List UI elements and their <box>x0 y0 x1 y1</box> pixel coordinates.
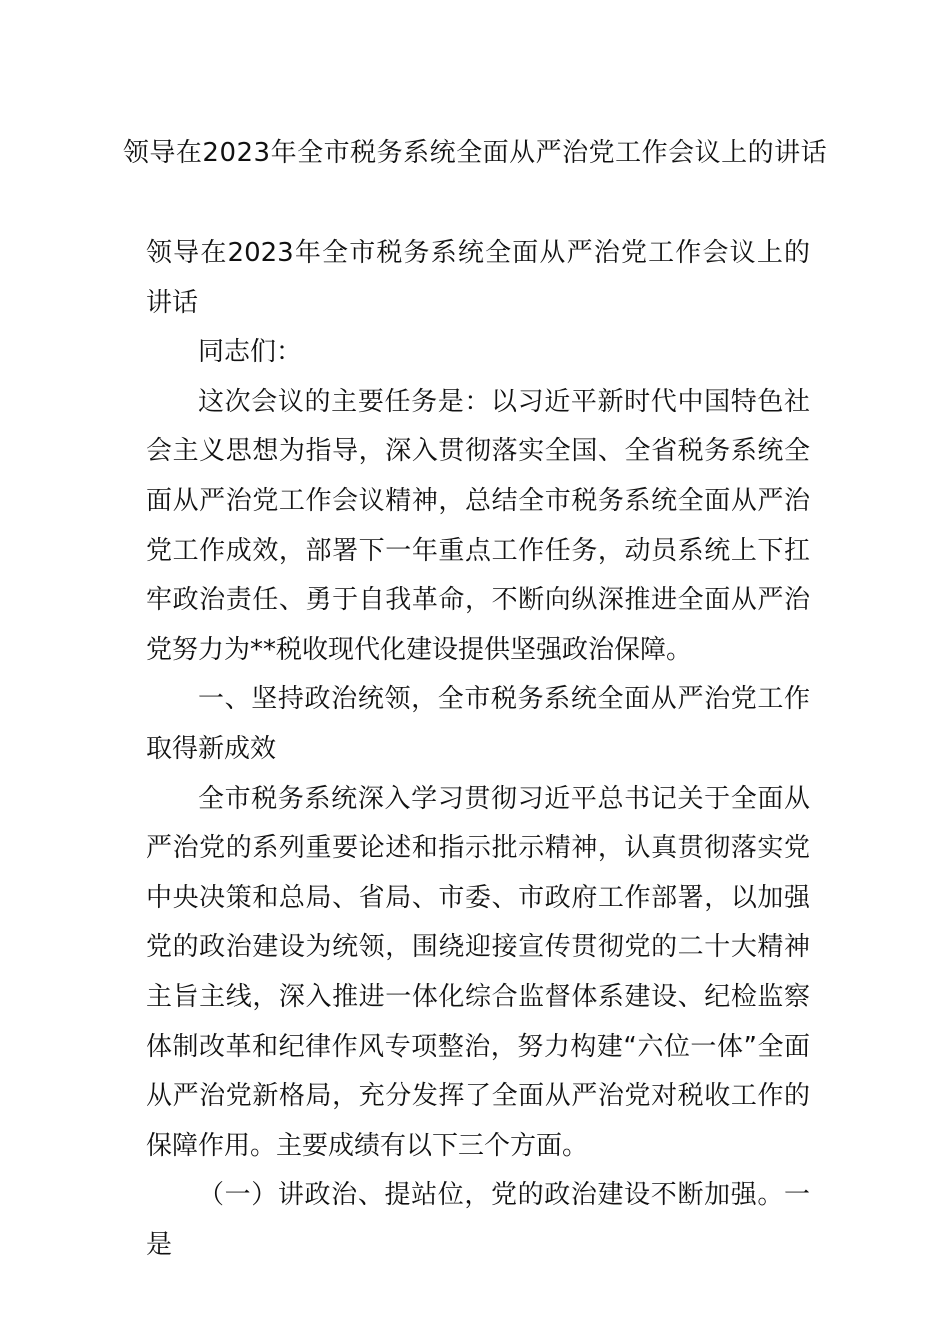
achievements-paragraph: 全市税务系统深入学习贯彻习近平总书记关于全面从严治党的系列重要论述和指示批示精神，认真贯彻落实党中央决策和总局、省局、市委、市政府工作部署，以加强党的政治建设为统领，围绕迎接宣传贯彻党的二十大精神主旨主线，深入推进一体化综合监督体系建设、纪检监察体制改革和纪律作风专项整治，努力构建“六位一体”全面从严治党新格局，充分发挥了全面从严治党对税收工作的保障作用。主要成绩有以下三个方面。 <box>146 783 810 1161</box>
document-title: 领导在2023年全市税务系统全面从严治党工作会议上的讲话 <box>122 138 828 168</box>
document-body <box>146 229 810 1270</box>
section-heading-paragraph: 一、坚持政治统领，全市税务系统全面从严治党工作取得新成效 <box>146 684 810 764</box>
meeting-task-paragraph: 这次会议的主要任务是：以习近平新时代中国特色社会主义思想为指导，深入贯彻落实全国、全省税务系统全面从严治党工作会议精神，总结全市税务系统全面从严治党工作成效，部署下一年重点工作任务，动员系统上下扛牢政治责任、勇于自我革命，不断向纵深推进全面从严治党努力为**税收现代化建设提供坚强政治保障。 <box>146 386 810 665</box>
subsection-paragraph: （一）讲政治、提站位，党的政治建设不断加强。一是 <box>146 1180 810 1260</box>
repeated-title-paragraph: 领导在2023年全市税务系统全面从严治党工作会议上的讲话 <box>146 238 810 318</box>
salutation-paragraph: 同志们： <box>198 337 303 368</box>
